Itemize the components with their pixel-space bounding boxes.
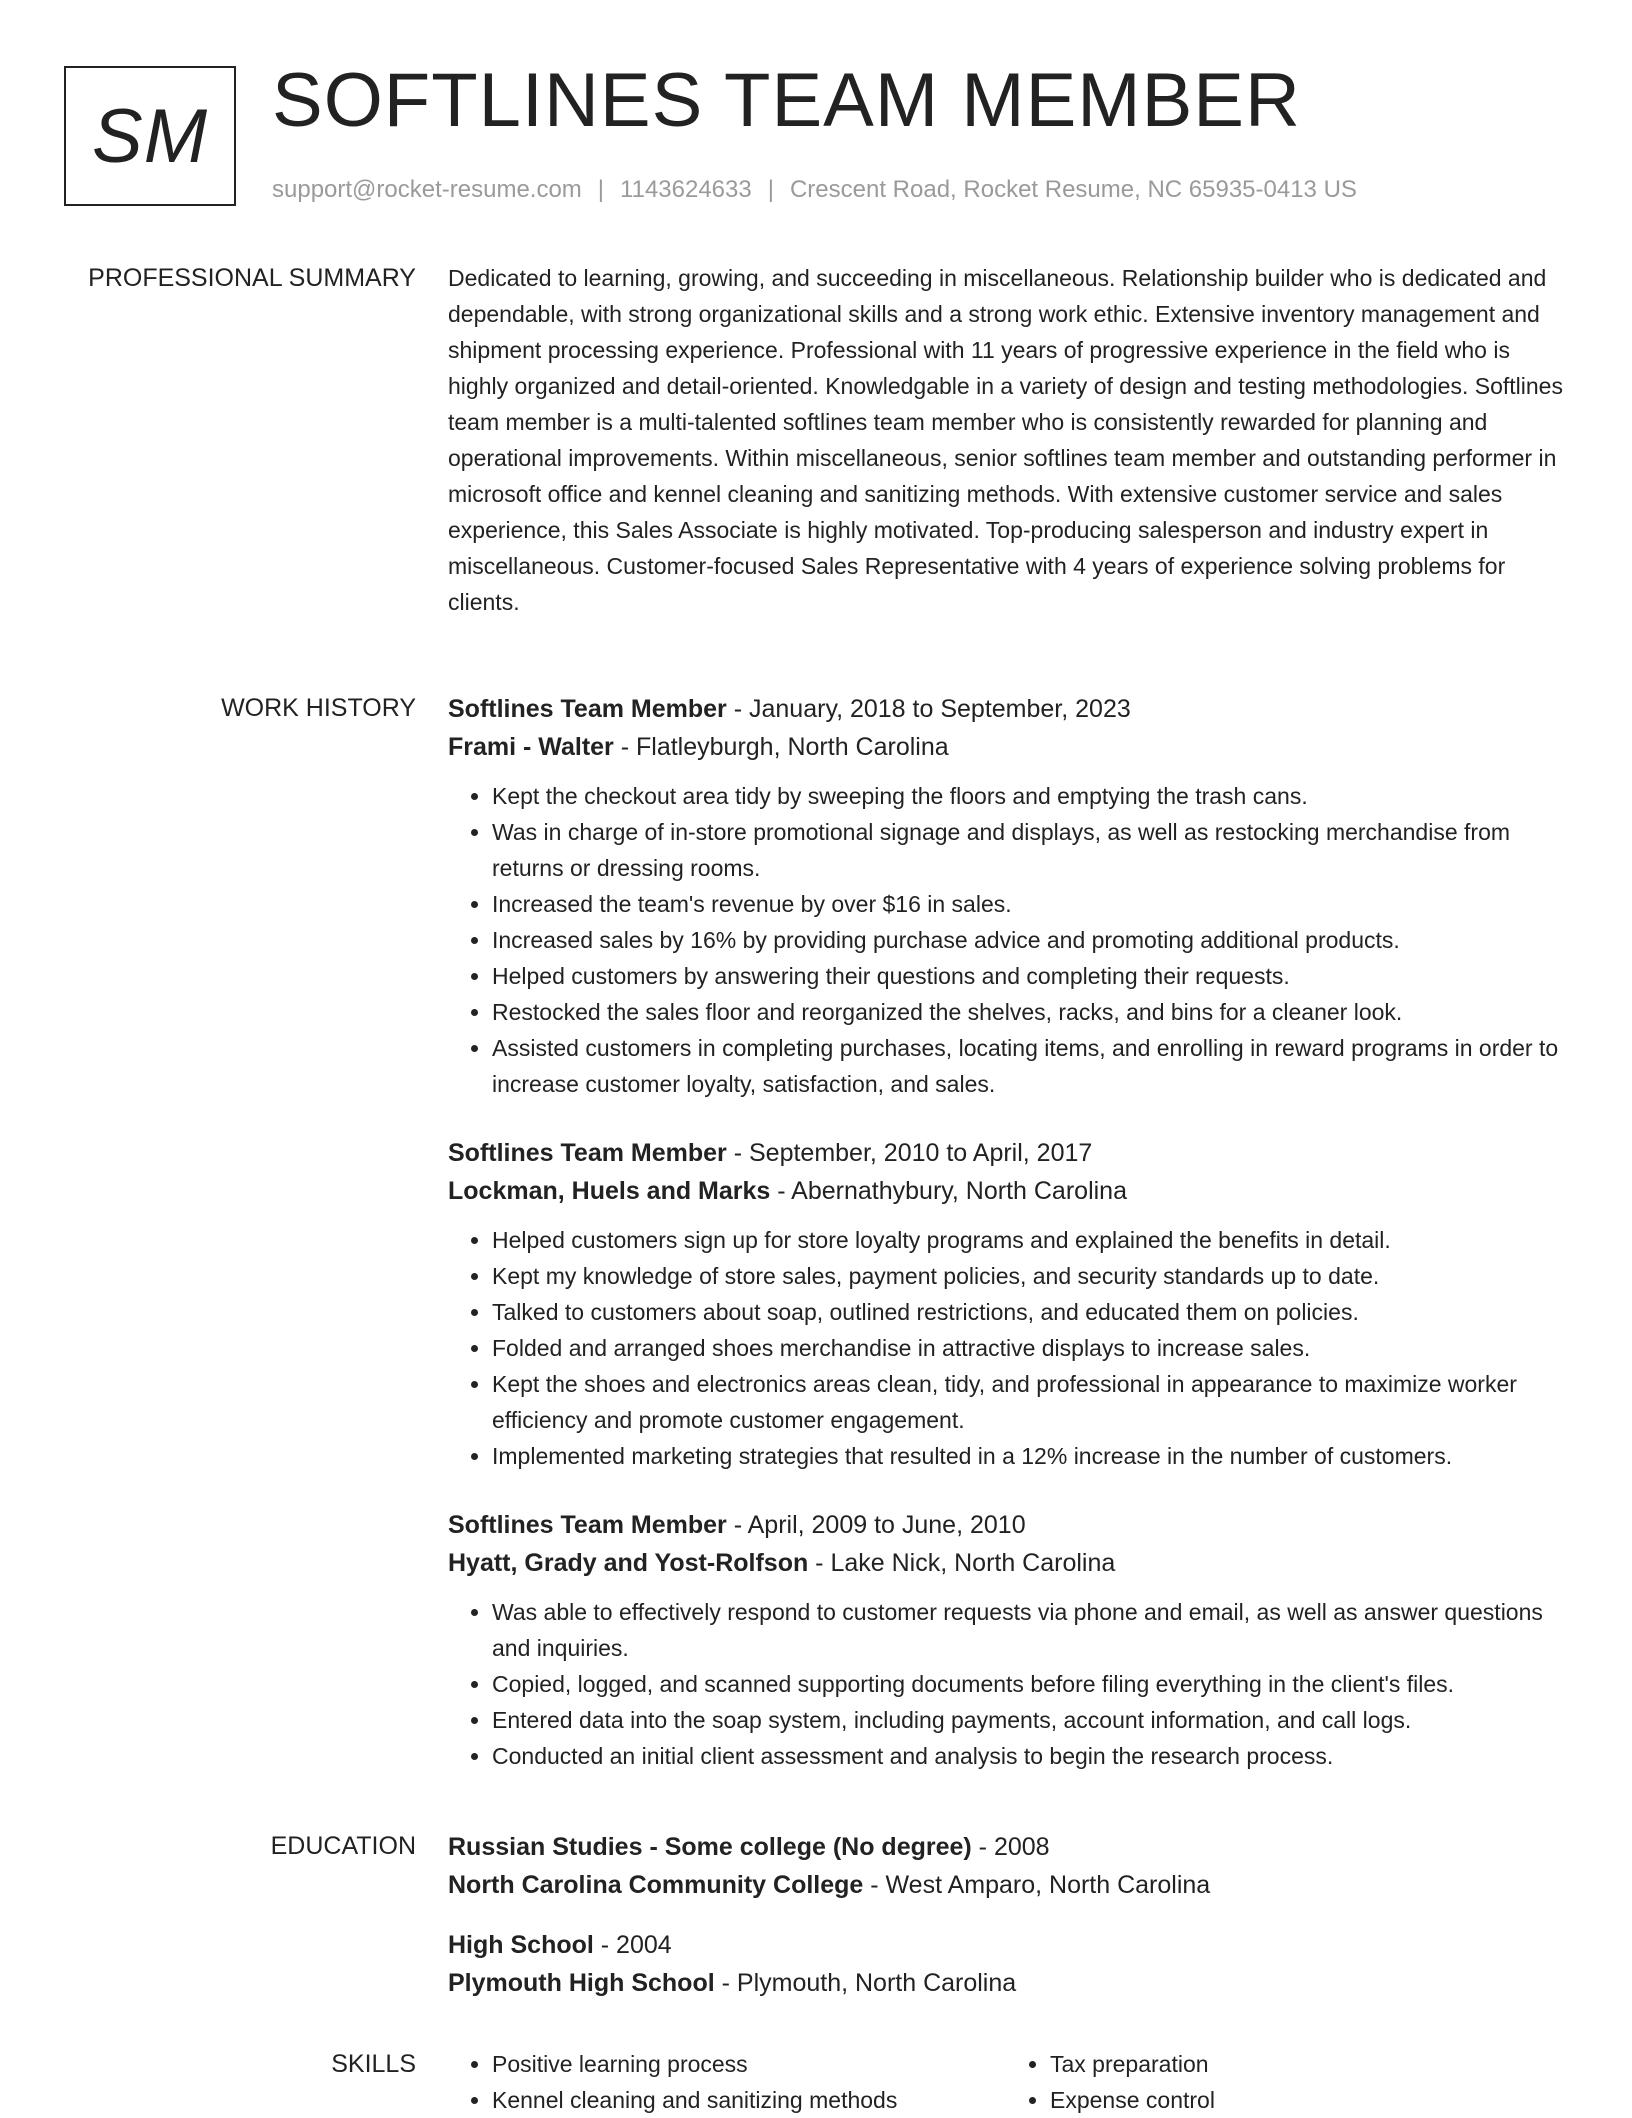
education-year: - 2008: [971, 1833, 1050, 1861]
job-bullet: • Was in charge of in-store promotional signage and displays, as well as restocking merchandise from returns or dressing rooms.: [492, 814, 1564, 886]
job-bullets: [448, 1222, 1564, 1474]
job-company: Lockman, Huels and Marks: [448, 1177, 771, 1205]
education-year: - 2004: [593, 1931, 672, 1959]
job-company: Hyatt, Grady and Yost-Rolfson: [448, 1549, 809, 1577]
skills-body: [448, 2046, 1564, 2118]
section-label-skills: SKILLS: [331, 2050, 416, 2078]
job-bullets: [448, 778, 1564, 1102]
job-bullets: [448, 1594, 1564, 1774]
job-bullet: • Kept the checkout area tidy by sweeping the floors and emptying the trash cans.: [492, 778, 1564, 814]
section-label-work-history: WORK HISTORY: [221, 694, 416, 722]
education-degree: Russian Studies - Some college (No degree): [448, 1833, 972, 1861]
education-list: [448, 1828, 1564, 2024]
job-entry: [448, 1506, 1564, 1774]
education-degree-line: [448, 1828, 1564, 1866]
job-bullet: • Was able to effectively respond to customer requests via phone and email, as well as answer questions and inquiries.: [492, 1594, 1564, 1666]
job-title: Softlines Team Member: [448, 1139, 727, 1167]
education-entry: [448, 1828, 1564, 1904]
job-dates: - April, 2009 to June, 2010: [726, 1511, 1026, 1539]
job-bullet: • Kept the shoes and electronics areas clean, tidy, and professional in appearance to maximize worker efficiency and promote customer engagement.: [492, 1366, 1564, 1438]
education-school-line: [448, 1964, 1564, 2002]
job-entry: [448, 1134, 1564, 1474]
job-location: - Flatleyburgh, North Carolina: [613, 733, 949, 761]
summary-body: [448, 260, 1564, 620]
job-bullet: • Copied, logged, and scanned supporting documents before filing everything in the client's files.: [492, 1666, 1564, 1702]
job-location: - Abernathybury, North Carolina: [770, 1177, 1127, 1205]
section-label-education: EDUCATION: [270, 1832, 416, 1860]
job-location: - Lake Nick, North Carolina: [808, 1549, 1116, 1577]
education-entry: [448, 1926, 1564, 2002]
job-bullet: • Implemented marketing strategies that resulted in a 12% increase in the number of customers.: [492, 1438, 1564, 1474]
job-dates: - September, 2010 to April, 2017: [726, 1139, 1093, 1167]
contact-line: [272, 174, 1357, 206]
job-company-line: [448, 1544, 1564, 1582]
job-bullet: • Kept my knowledge of store sales, payment policies, and security standards up to date.: [492, 1258, 1564, 1294]
job-bullet: • Helped customers sign up for store loyalty programs and explained the benefits in detail.: [492, 1222, 1564, 1258]
skills-column-left: [448, 2046, 1006, 2118]
job-bullet: • Folded and arranged shoes merchandise in attractive displays to increase sales.: [492, 1330, 1564, 1366]
skill-item: • Kennel cleaning and sanitizing methods: [492, 2082, 1006, 2118]
job-title: Softlines Team Member: [448, 1511, 727, 1539]
skill-item: • Tax preparation: [1050, 2046, 1564, 2082]
job-company-line: [448, 1172, 1564, 1210]
education-location: - Plymouth, North Carolina: [714, 1969, 1017, 1997]
skills-column-right: [1006, 2046, 1564, 2118]
job-bullet: • Restocked the sales floor and reorganized the shelves, racks, and bins for a cleaner look.: [492, 994, 1564, 1030]
candidate-title: SOFTLINES TEAM MEMBER: [272, 58, 1301, 143]
job-bullet: • Talked to customers about soap, outlined restrictions, and educated them on policies.: [492, 1294, 1564, 1330]
education-degree: High School: [448, 1931, 594, 1959]
contact-address: Crescent Road, Rocket Resume, NC 65935-0413 US: [789, 176, 1357, 203]
job-title-line: [448, 1134, 1564, 1172]
jobs-list: [448, 690, 1564, 1806]
contact-separator: |: [597, 176, 605, 203]
job-title: Softlines Team Member: [448, 695, 727, 723]
section-label-summary: PROFESSIONAL SUMMARY: [88, 264, 416, 292]
skill-item: • Expense control: [1050, 2082, 1564, 2118]
job-bullet: • Conducted an initial client assessment and analysis to begin the research process.: [492, 1738, 1564, 1774]
job-entry: [448, 690, 1564, 1102]
contact-separator: |: [767, 176, 774, 203]
job-bullet: • Helped customers by answering their questions and completing their requests.: [492, 958, 1564, 994]
job-bullet: • Increased sales by 16% by providing purchase advice and promoting additional products.: [492, 922, 1564, 958]
summary-text: Dedicated to learning, growing, and succeeding in miscellaneous. Relationship builder who is dedicated and dependable, with strong organizational skills and a strong work ethic. Extensive inventory management and shipment processing experience. Professional with 11 years of progressive experience in the field who is highly organized and detail-oriented. Knowledgable in a variety of design and testing methodologies. Softlines team member is a multi-talented softlines team member who is consistently rewarded for planning and operational improvements. Within miscellaneous, senior softlines team member and outstanding performer in microsoft office and kennel cleaning and sanitizing methods. With extensive customer service and sales experience, this Sales Associate is highly motivated. Top-producing salesperson and industry expert in miscellaneous. Customer-focused Sales Representative with 4 years of experience solving problems for clients.: [448, 265, 1563, 615]
monogram-logo: SM: [64, 66, 236, 206]
education-degree-line: [448, 1926, 1564, 1964]
job-title-line: [448, 690, 1564, 728]
education-location: - West Amparo, North Carolina: [863, 1871, 1211, 1899]
contact-email: support@rocket-resume.com: [272, 176, 582, 203]
job-company-line: [448, 728, 1564, 766]
job-title-line: [448, 1506, 1564, 1544]
job-bullet: • Increased the team's revenue by over $16 in sales.: [492, 886, 1564, 922]
education-school-line: [448, 1866, 1564, 1904]
job-dates: - January, 2018 to September, 2023: [726, 695, 1131, 723]
education-school: Plymouth High School: [448, 1969, 715, 1997]
job-bullet: • Entered data into the soap system, including payments, account information, and call logs.: [492, 1702, 1564, 1738]
education-school: North Carolina Community College: [448, 1871, 864, 1899]
skill-item: • Positive learning process: [492, 2046, 1006, 2082]
contact-phone: 1143624633: [620, 176, 752, 203]
job-bullet: • Assisted customers in completing purchases, locating items, and enrolling in reward programs in order to increase customer loyalty, satisfaction, and sales.: [492, 1030, 1564, 1102]
job-company: Frami - Walter: [448, 733, 614, 761]
